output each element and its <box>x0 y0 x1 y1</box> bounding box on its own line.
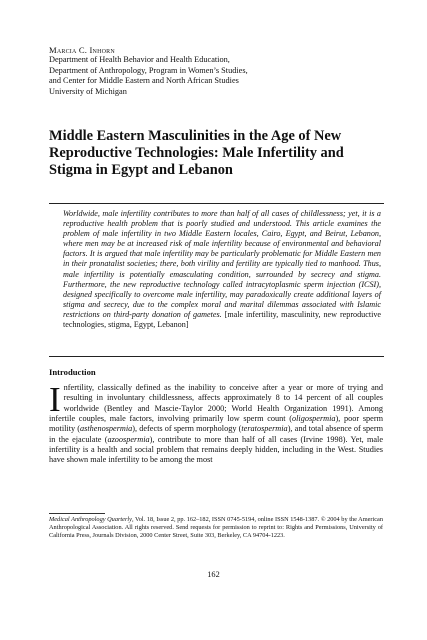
keywords: [male infertility, masculinity, new reproductive technologies, stigma, Egypt, Lebanon] <box>63 309 382 330</box>
footnote <box>49 516 383 541</box>
abstract-top-rule <box>49 203 384 204</box>
drop-cap: I <box>49 380 61 419</box>
affiliation-line: University of Michigan <box>49 86 127 96</box>
author-name: Marcia C. Inhorn <box>49 45 115 55</box>
body-paragraph <box>49 380 384 466</box>
section-heading-introduction: Introduction <box>49 367 96 377</box>
abstract <box>63 209 381 330</box>
abstract-text: Worldwide, male infertility contributes to more than half of all cases of childlessness; yet, it is a reproductive health problem that is poorly studied and understood. This article examines the problem of male infertility in two Middle Eastern locales, Cairo, Egypt, and Beirut, Lebanon, where men may be at increased risk of male infertility because of environmental and behavioral factors. It is argued that male infertility may be particularly problematic for Middle Eastern men in their pronatalist societies; there, both virility and fertility are typically tied to manhood. Thus, male infertility is potentially emasculating condition, surrounded by secrecy and stigma. Furthermore, the new reproductive technology called intracytoplasmic sperm injection (ICSI), designed specifically to overcome male infertility, may paradoxically create additional layers of stigma and secrecy, due to the complex moral and marital dilemmas associated with Islamic restrictions on third-party donation of gametes. <box>63 209 381 319</box>
page-number: 162 <box>207 570 220 579</box>
term-azoospermia: azoospermia <box>107 434 150 444</box>
affiliation-line: and Center for Middle Eastern and North African Studies <box>49 76 239 86</box>
body-text-segment: nfertility, classically defined as the inability to conceive after a year or more of trying and resulting in involuntary childlessness, affects approximately 8 to 14 percent of all couples worldwide (Bentley and Mascie-Taylor 2000; World Health Organization 1991). Among infertile couples, male factors, involving primarily low sperm count ( <box>49 383 383 424</box>
body-text-segment: ), defects of sperm morphology ( <box>132 424 242 434</box>
term-asthenospermia: asthenospermia <box>80 424 133 434</box>
footnote-rule <box>49 513 105 514</box>
term-teratospermia: teratospermia <box>241 424 288 434</box>
body-text-segment: ), poor sperm motility ( <box>49 414 383 434</box>
abstract-bottom-rule <box>49 356 384 357</box>
term-oligospermia: oligospermia <box>291 414 336 424</box>
body-text-segment: ), and total absence of sperm in the ejaculate ( <box>49 424 384 444</box>
article-title: Middle Eastern Masculinities in the Age of New Reproductive Technologies: Male Infertility and Stigma in Egypt and Lebanon <box>49 128 344 178</box>
journal-name: Medical Anthropology Quarterly <box>49 516 132 523</box>
footnote-text: , Vol. 18, Issue 2, pp. 162–182, ISSN 0745-5194, online ISSN 1548-1387. © 2004 by the American Anthropological Association. All rights reserved. Send requests for permission to reprint to: Rights and Permissions, University of California Press, Journals Division, 2000 Center Street, Suite 303, Berkeley, CA 94704-1223. <box>49 516 383 540</box>
body-text-segment: ), contribute to more than half of all cases (Irvine 1998). Yet, male infertility is a health and social problem that remains deeply hidden, including in the West. Studies have shown male infertility to be among the most <box>49 434 383 465</box>
author-block <box>49 45 379 97</box>
affiliation-line: Department of Anthropology, Program in Women’s Studies, <box>49 65 248 75</box>
affiliation-line: Department of Health Behavior and Health Education, <box>49 55 230 65</box>
